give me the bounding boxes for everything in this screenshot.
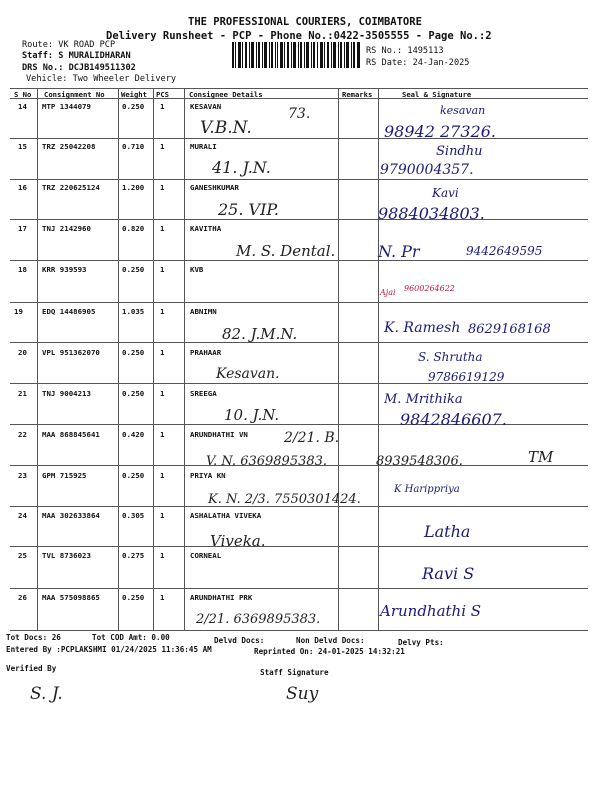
row-handwritten-phone: 8629168168 (468, 322, 551, 337)
row-signature: K. Ramesh (384, 320, 461, 336)
row-sno: 22 (18, 430, 27, 439)
row-pcs: 1 (160, 265, 165, 274)
rs-date: RS Date: 24-Jan-2025 (366, 58, 470, 68)
row-sno: 25 (18, 551, 27, 560)
row-handwritten-phone: 9842846607. (400, 410, 507, 429)
total-docs: Tot Docs: 26 (6, 633, 61, 642)
row-consignee: ASHALATHA VIVEKA (190, 511, 262, 520)
row-handwritten-address: M. S. Dental. (236, 242, 336, 260)
drs-label: DRS No.: DCJB149511302 (22, 63, 136, 73)
row-handwritten-address: K. N. 2/3. 7550301424. (208, 492, 361, 507)
row-sno: 24 (18, 511, 27, 520)
row-weight: 0.305 (122, 511, 145, 520)
row-handwritten-phone: 9786619129 (428, 370, 505, 384)
runsheet-title: Delivery Runsheet - PCP - Phone No.:0422-3505555 - Page No.:2 (106, 30, 492, 42)
row-weight: 0.250 (122, 265, 145, 274)
row-sno: 20 (18, 348, 27, 357)
table-bottom-rule (10, 630, 588, 631)
verified-by-label: Verified By (6, 664, 57, 673)
row-rule (10, 588, 588, 589)
verified-signature: S. J. (30, 684, 63, 704)
row-consignee: ARUNDHATHI VN (190, 430, 248, 439)
row-signature: Sindhu (436, 144, 483, 159)
row-pcs: 1 (160, 183, 165, 192)
row-consignment: TVL 8736023 (42, 551, 91, 560)
row-weight: 1.200 (122, 183, 145, 192)
row-consignment: MAA 302633864 (42, 511, 100, 520)
row-signature: Latha (424, 522, 471, 541)
delivered-docs: Delvd Docs: (214, 636, 265, 645)
non-delivered-docs: Non Delvd Docs: (296, 636, 365, 645)
row-consignment: TRZ 25042208 (42, 142, 96, 151)
row-consignment: VPL 951362070 (42, 348, 100, 357)
col-header-pcs: PCS (156, 90, 169, 99)
row-signature: M. Mrithika (384, 392, 463, 407)
row-weight: 0.420 (122, 430, 145, 439)
row-rule (10, 302, 588, 303)
col-header-seal: Seal & Signature (402, 90, 472, 99)
row-consignment: TRZ 220625124 (42, 183, 100, 192)
row-rule (10, 260, 588, 261)
staff-signature: Suy (286, 684, 319, 704)
row-signature: S. Shrutha (418, 350, 483, 364)
row-consignment: TNJ 2142960 (42, 224, 91, 233)
col-divider (118, 88, 119, 630)
col-divider (378, 88, 379, 630)
row-consignee: SREEGA (190, 389, 217, 398)
row-consignment: MTP 1344079 (42, 102, 91, 111)
row-weight: 0.250 (122, 389, 145, 398)
row-pcs: 1 (160, 389, 165, 398)
row-sno: 14 (18, 102, 27, 111)
company-name: THE PROFESSIONAL COURIERS, COIMBATORE (188, 16, 422, 28)
row-consignee: KVB (190, 265, 204, 274)
row-handwritten-phone: 8939548306. (376, 454, 463, 469)
row-handwritten-phone: 98942 27326. (384, 122, 496, 141)
staff-signature-label: Staff Signature (260, 668, 329, 677)
row-sno: 17 (18, 224, 27, 233)
vehicle-label: Vehicle: Two Wheeler Delivery (26, 74, 177, 84)
row-signature: Kavi (432, 186, 459, 200)
row-signature: N. Pr (378, 242, 420, 261)
row-handwritten-address: Kesavan. (216, 366, 280, 382)
row-consignee: KAVITHA (190, 224, 222, 233)
reprinted-on: Reprinted On: 24-01-2025 14:32:21 (254, 647, 405, 656)
col-divider (37, 88, 38, 630)
row-consignee: GANESHKUMAR (190, 183, 239, 192)
row-handwritten-address: 25. VIP. (218, 200, 280, 219)
row-pcs: 1 (160, 142, 165, 151)
row-handwritten-address: 41. J.N. (212, 158, 271, 177)
col-divider (338, 88, 339, 630)
col-header-consignee: Consignee Details (189, 90, 263, 99)
row-consignee: KESAVAN (190, 102, 222, 111)
row-sno: 16 (18, 183, 27, 192)
row-consignment: TNJ 9004213 (42, 389, 91, 398)
row-consignee: ABNIMN (190, 307, 217, 316)
row-pcs: 1 (160, 511, 165, 520)
row-consignment: KRR 939593 (42, 265, 87, 274)
row-sno: 23 (18, 471, 27, 480)
row-pcs: 1 (160, 348, 165, 357)
row-weight: 1.035 (122, 307, 145, 316)
col-header-sno: S No (14, 90, 32, 99)
delivery-points: Delvy Pts: (398, 638, 444, 647)
rs-number: RS No.: 1495113 (366, 46, 444, 56)
table-top-rule (10, 88, 588, 89)
row-weight: 0.250 (122, 102, 145, 111)
row-rule (10, 342, 588, 343)
row-handwritten-phone: 9790004357. (380, 162, 474, 178)
row-weight: 0.710 (122, 142, 145, 151)
row-weight: 0.250 (122, 593, 145, 602)
row-pcs: 1 (160, 307, 165, 316)
row-handwritten-address: 2/21. 6369895383. (196, 612, 321, 627)
col-header-remarks: Remarks (342, 90, 373, 99)
row-consignee: MURALI (190, 142, 217, 151)
row-consignment: MAA 575098865 (42, 593, 100, 602)
row-rule (10, 138, 588, 139)
row-consignee: PRAHAAR (190, 348, 222, 357)
row-weight: 0.275 (122, 551, 145, 560)
row-weight: 0.250 (122, 471, 145, 480)
row-pcs: 1 (160, 430, 165, 439)
row-rule (10, 219, 588, 220)
barcode-image (232, 42, 360, 68)
row-signature: Ajai (380, 288, 396, 297)
row-handwritten-address: V. N. 6369895383. (206, 454, 328, 469)
row-sno: 19 (14, 307, 23, 316)
row-consignment: GPM 715925 (42, 471, 87, 480)
row-handwritten-address: Viveka. (210, 532, 266, 550)
row-consignee: PRIYA KN (190, 471, 226, 480)
row-signature: Arundhathi S (380, 602, 482, 620)
row-sno: 21 (18, 389, 27, 398)
row-consignee: CORNEAL (190, 551, 222, 560)
row-pcs: 1 (160, 102, 165, 111)
row-handwritten-phone: 9442649595 (466, 244, 543, 258)
row-signature: kesavan (440, 104, 486, 117)
col-divider (184, 88, 185, 630)
col-header-consignment: Consignment No (44, 90, 105, 99)
row-handwritten-address: 82. J.M.N. (222, 325, 298, 343)
row-pcs: 1 (160, 551, 165, 560)
row-sno: 15 (18, 142, 27, 151)
row-handwritten-phone: 9600264622 (404, 284, 455, 293)
col-header-weight: Weight (121, 90, 147, 99)
row-sno: 26 (18, 593, 27, 602)
staff-label: Staff: S MURALIDHARAN (22, 51, 131, 61)
row-rule (10, 546, 588, 547)
route-label: Route: VK ROAD PCP (22, 40, 116, 50)
row-signature: Ravi S (422, 564, 475, 583)
row-pcs: 1 (160, 224, 165, 233)
row-pcs: 1 (160, 593, 165, 602)
total-cod-amount: Tot COD Amt: 0.00 (92, 633, 170, 642)
row-handwritten-note: 2/21. B. (284, 430, 340, 446)
row-consignment: EDQ 14486905 (42, 307, 96, 316)
row-consignment: MAA 868845641 (42, 430, 100, 439)
row-pcs: 1 (160, 471, 165, 480)
row-handwritten-address: 10. J.N. (224, 406, 280, 424)
row-weight: 0.250 (122, 348, 145, 357)
row-sno: 18 (18, 265, 27, 274)
row-signature: TM (528, 448, 554, 466)
col-divider (153, 88, 154, 630)
row-handwritten-note: 73. (288, 106, 311, 122)
row-signature: K Harippriya (394, 484, 460, 495)
row-weight: 0.820 (122, 224, 145, 233)
row-consignee: ARUNDHATHI PRK (190, 593, 253, 602)
row-handwritten-phone: 9884034803. (378, 204, 485, 223)
entered-by: Entered By :PCPLAKSHMI 01/24/2025 11:36:45 AM (6, 645, 212, 654)
row-rule (10, 179, 588, 180)
row-handwritten-address: V.B.N. (200, 118, 252, 138)
